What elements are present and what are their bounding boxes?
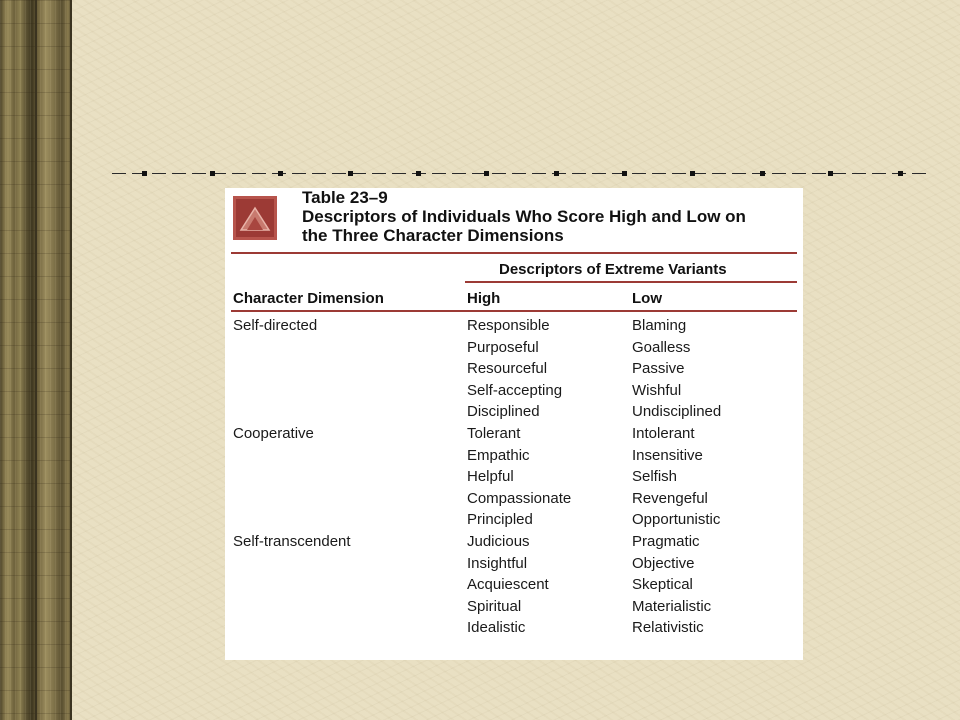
cell-high: Empathic bbox=[467, 446, 530, 464]
group-header: Descriptors of Extreme Variants bbox=[499, 261, 727, 278]
divider-dot bbox=[416, 171, 421, 176]
table-row bbox=[225, 316, 803, 338]
cell-low: Insensitive bbox=[632, 446, 703, 464]
divider-dot bbox=[622, 171, 627, 176]
cell-low: Selfish bbox=[632, 468, 678, 486]
table-row bbox=[225, 554, 803, 576]
table-row bbox=[225, 467, 803, 489]
strip-divider bbox=[35, 0, 37, 720]
cell-high: Tolerant bbox=[467, 424, 521, 442]
table-body bbox=[225, 316, 803, 640]
cell-low: Passive bbox=[632, 360, 685, 378]
divider-dot bbox=[278, 171, 283, 176]
strip-divider bbox=[70, 0, 72, 720]
cell-high: Self-accepting bbox=[467, 381, 563, 399]
cell-low: Opportunistic bbox=[632, 511, 721, 529]
divider-dot bbox=[828, 171, 833, 176]
table-image bbox=[225, 188, 803, 660]
column-header-dimension: Character Dimension bbox=[233, 290, 384, 307]
table-row bbox=[225, 489, 803, 511]
table-row bbox=[225, 618, 803, 640]
cell-low: Intolerant bbox=[632, 424, 695, 442]
cell-low: Skeptical bbox=[632, 576, 693, 594]
cell-low: Blaming bbox=[632, 317, 687, 334]
cell-high: Compassionate bbox=[467, 489, 572, 507]
cell-dimension: Cooperative bbox=[233, 424, 314, 442]
divider-dot bbox=[210, 171, 215, 176]
cell-low: Objective bbox=[632, 554, 695, 572]
table-row bbox=[225, 575, 803, 597]
table-row bbox=[225, 402, 803, 424]
cell-high: Idealistic bbox=[467, 619, 526, 637]
divider-dot bbox=[348, 171, 353, 176]
dashed-divider bbox=[112, 170, 930, 178]
cell-high: Spiritual bbox=[467, 597, 522, 615]
table-row bbox=[225, 359, 803, 381]
header-bottom-rule bbox=[231, 310, 797, 312]
cell-high: Acquiescent bbox=[467, 576, 549, 594]
cell-low: Undisciplined bbox=[632, 403, 722, 421]
cell-high: Responsible bbox=[467, 317, 550, 334]
divider-dot bbox=[690, 171, 695, 176]
table-row bbox=[225, 381, 803, 403]
table-row bbox=[225, 532, 803, 554]
column-header-low: Low bbox=[632, 290, 662, 307]
table-row bbox=[225, 338, 803, 360]
cell-low: Pragmatic bbox=[632, 532, 700, 550]
cell-high: Purposeful bbox=[467, 338, 539, 356]
table-row bbox=[225, 510, 803, 532]
cell-low: Revengeful bbox=[632, 489, 708, 507]
table-title: Descriptors of Individuals Who Score High and Low on bbox=[302, 207, 746, 226]
cell-low: Materialistic bbox=[632, 597, 712, 615]
divider-dot bbox=[142, 171, 147, 176]
group-header-rule bbox=[465, 281, 797, 283]
table-row bbox=[225, 597, 803, 619]
cell-low: Relativistic bbox=[632, 619, 704, 637]
cell-high: Helpful bbox=[467, 468, 514, 486]
table-number: Table 23–9 bbox=[302, 188, 388, 207]
column-header-high: High bbox=[467, 290, 501, 307]
divider-dot bbox=[554, 171, 559, 176]
table-row bbox=[225, 424, 803, 446]
divider-dot bbox=[898, 171, 903, 176]
cell-high: Principled bbox=[467, 511, 533, 529]
table-logo-icon bbox=[233, 196, 277, 240]
cell-low: Goalless bbox=[632, 338, 691, 356]
divider-dot bbox=[760, 171, 765, 176]
table-row bbox=[225, 446, 803, 468]
cell-high: Judicious bbox=[467, 532, 530, 550]
cell-high: Resourceful bbox=[467, 360, 548, 378]
cell-dimension: Self-transcendent bbox=[233, 532, 351, 550]
divider-line bbox=[112, 173, 930, 174]
cell-high: Disciplined bbox=[467, 403, 540, 421]
cell-low: Wishful bbox=[632, 381, 682, 399]
cell-high: Insightful bbox=[467, 554, 528, 572]
divider-dot bbox=[484, 171, 489, 176]
table-title-continued: the Three Character Dimensions bbox=[302, 226, 564, 245]
cell-dimension: Self-directed bbox=[233, 317, 318, 334]
table-top-rule bbox=[231, 252, 797, 254]
